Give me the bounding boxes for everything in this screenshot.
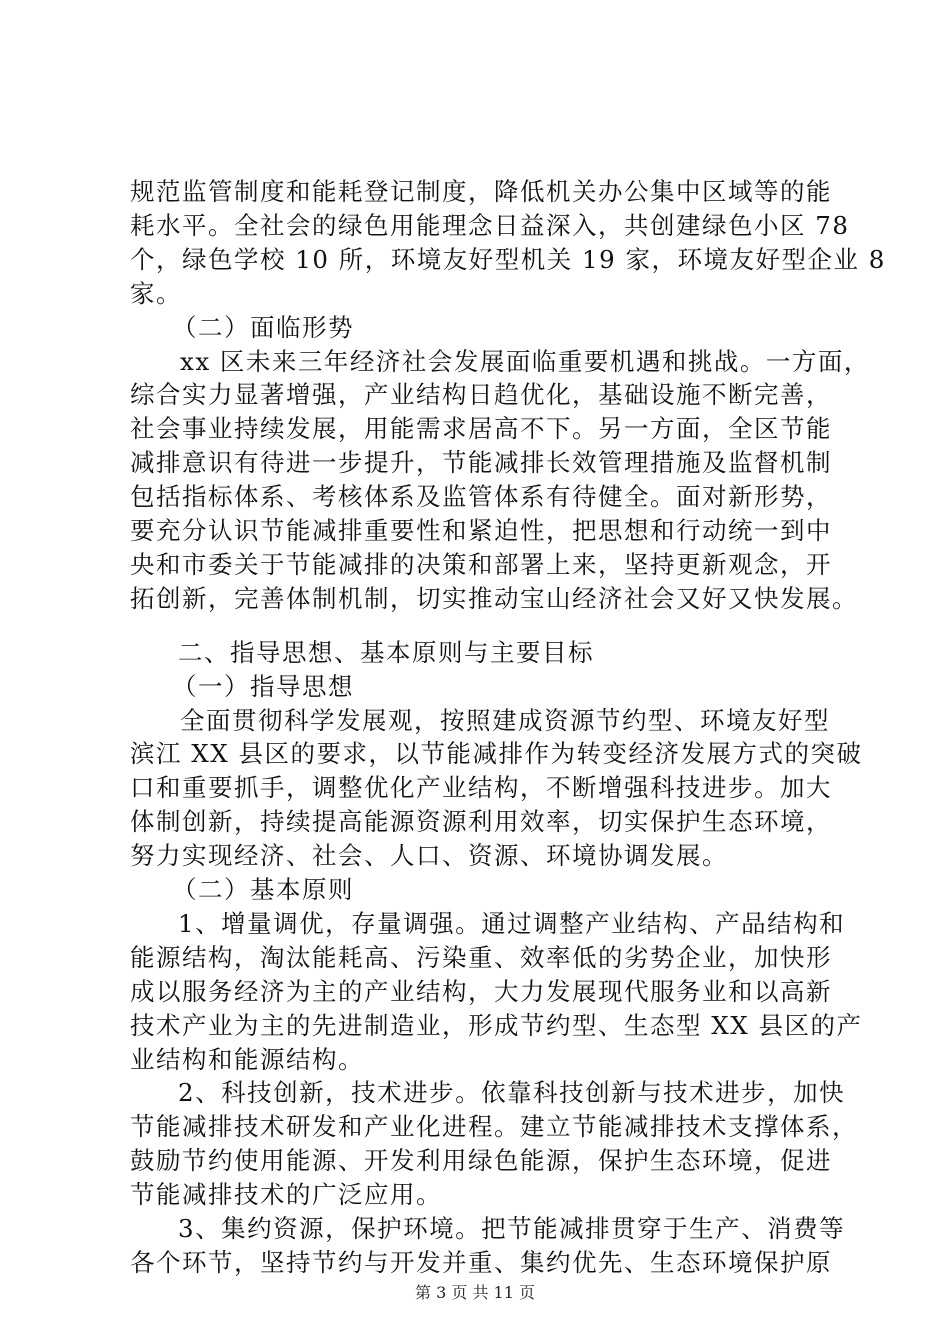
text-line: 央和市委关于节能减排的决策和部署上来，坚持更新观念，开: [130, 550, 832, 579]
text-line: 业结构和能源结构。: [130, 1045, 364, 1074]
text-line: 鼓励节约使用能源、开发利用绿色能源，保护生态环境，促进: [130, 1146, 832, 1175]
text-line: 个，绿色学校 10 所，环境友好型机关 19 家，环境友好型企业 8: [130, 245, 886, 274]
section-heading: 二、指导思想、基本原则与主要目标: [178, 638, 594, 667]
text-line: 拓创新，完善体制机制，切实推动宝山经济社会又好又快发展。: [130, 584, 858, 613]
text-line: 规范监管制度和能耗登记制度，降低机关办公集中区域等的能: [130, 177, 832, 206]
section-subheading: （二）基本原则: [172, 875, 354, 904]
page-footer: [0, 1280, 950, 1303]
text-line: 节能减排技术的广泛应用。: [130, 1180, 442, 1209]
text-line: 体制创新，持续提高能源资源利用效率，切实保护生态环境，: [130, 807, 832, 836]
text-line: 全面贯彻科学发展观，按照建成资源节约型、环境友好型: [180, 706, 830, 735]
page-number-label: 第 3 页 共 11 页: [415, 1283, 535, 1302]
text-line: 3、集约资源，保护环境。把节能减排贯穿于生产、消费等: [178, 1214, 846, 1243]
text-line: 2、科技创新，技术进步。依靠科技创新与技术进步，加快: [178, 1078, 846, 1107]
text-line: 各个环节，坚持节约与开发并重、集约优先、生态环境保护原: [130, 1248, 832, 1277]
text-line: 社会事业持续发展，用能需求居高不下。另一方面，全区节能: [130, 414, 832, 443]
text-line: 要充分认识节能减排重要性和紧迫性，把思想和行动统一到中: [130, 516, 832, 545]
text-line: 1、增量调优，存量调强。通过调整产业结构、产品结构和: [178, 909, 846, 938]
text-line: 节能减排技术研发和产业化进程。建立节能减排技术支撑体系，: [130, 1112, 858, 1141]
text-line: 家。: [130, 279, 182, 308]
section-subheading: （二）面临形势: [172, 313, 354, 342]
text-line: 滨江 XX 县区的要求，以节能减排作为转变经济发展方式的突破: [130, 739, 863, 768]
text-line: xx 区未来三年经济社会发展面临重要机遇和挑战。一方面，: [180, 347, 870, 376]
text-line: 耗水平。全社会的绿色用能理念日益深入，共创建绿色小区 78: [130, 211, 850, 240]
text-line: 努力实现经济、社会、人口、资源、环境协调发展。: [130, 841, 728, 870]
text-line: 包括指标体系、考核体系及监管体系有待健全。面对新形势，: [130, 482, 832, 511]
text-line: 减排意识有待进一步提升，节能减排长效管理措施及监督机制: [130, 448, 832, 477]
section-subheading: （一）指导思想: [172, 672, 354, 701]
text-line: 成以服务经济为主的产业结构，大力发展现代服务业和以高新: [130, 977, 832, 1006]
text-line: 技术产业为主的先进制造业，形成节约型、生态型 XX 县区的产: [130, 1011, 863, 1040]
text-line: 口和重要抓手，调整优化产业结构，不断增强科技进步。加大: [130, 773, 832, 802]
text-line: 综合实力显著增强，产业结构日趋优化，基础设施不断完善，: [130, 380, 832, 409]
text-line: 能源结构，淘汰能耗高、污染重、效率低的劣势企业，加快形: [130, 943, 832, 972]
